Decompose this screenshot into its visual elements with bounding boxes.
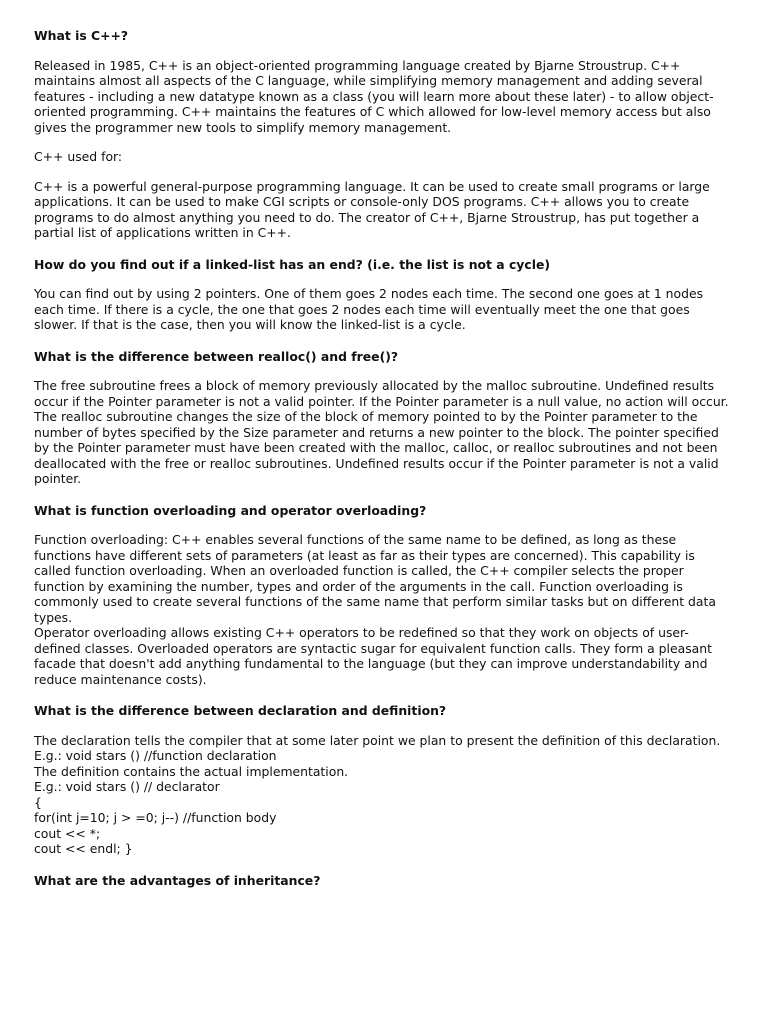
text-line: cout << endl; } xyxy=(34,841,133,856)
heading-linked-list-end: How do you find out if a linked-list has an end? (i.e. the list is not a cycle) xyxy=(34,256,551,272)
heading-overloading: What is function overloading and operator overloading? xyxy=(34,502,427,518)
paragraph-operator-overloading: Operator overloading allows existing C++ operators to be redefined so that they work on objects of user-defined classes. Overloaded operators are syntactic sugar for equivalent function calls. They form a pleasant facade that doesn't add anything fundamental to the language (but they can improve understandability and reduce maintenance costs). xyxy=(34,625,712,687)
paragraph-cpp-used-for: C++ used for: xyxy=(34,149,123,164)
text-line: { xyxy=(34,794,42,810)
heading-declaration-definition: What is the difference between declaration and definition? xyxy=(34,703,447,718)
heading-inheritance-advantages: What are the advantages of inheritance? xyxy=(34,872,321,888)
paragraph-linked-list-answer: You can find out by using 2 pointers. One of them goes 2 nodes each time. The second one goes at 1 nodes each time. If there is a cycle, the one that goes 2 nodes each time will eventually meet the one that goes slower. If that is the case, then you will know the linked-list is a cycle. xyxy=(34,286,704,332)
paragraph-cpp-uses: C++ is a powerful general-purpose programming language. It can be used to create small programs or large applications. It can be used to make CGI scripts or console-only DOS programs. C++ allows you to create programs to do almost anything you need to do. The creator of C++, Bjarne Stroustrup, has put together a partial list of applications written in C++. xyxy=(34,178,710,240)
paragraph-declaration-answer: The declaration tells the compiler that at some later point we plan to present the definition of this declaration. xyxy=(34,732,721,748)
paragraph-realloc-free-answer: The free subroutine frees a block of memory previously allocated by the malloc subroutine. Undefined results occur if the Pointer parameter is not a valid pointer. If the Pointer parameter is a null value, no action will occur. The realloc subroutine changes the size of the block of memory pointed to by the Pointer parameter to the number of bytes specified by the Size parameter and returns a new pointer to the block. The pointer specified by the Pointer parameter must have been created with the malloc, calloc, or realloc subroutines and not been deallocated with the free or realloc subroutines. Undefined results occur if the Pointer parameter is not a valid pointer. xyxy=(34,378,729,486)
text-line: cout << *; xyxy=(34,825,101,841)
text-line: E.g.: void stars () //function declaration xyxy=(34,748,277,763)
text-line: The definition contains the actual implementation. xyxy=(34,763,349,779)
text-line: E.g.: void stars () // declarator xyxy=(34,779,220,794)
heading-what-is-cpp: What is C++? xyxy=(34,28,129,43)
paragraph-cpp-intro: Released in 1985, C++ is an object-oriented programming language created by Bjarne Stroustrup. C++ maintains almost all aspects of the C language, while simplifying memory management and adding several features - including a new datatype known as a class (you will learn more about these later) - to allow object-oriented programming. C++ maintains the features of C which allowed for low-level memory access but also gives the programmer new tools to simplify memory management. xyxy=(34,57,714,135)
paragraph-function-overloading: Function overloading: C++ enables several functions of the same name to be defined, as long as these functions have different sets of parameters (at least as far as their types are concerned). This capability is called function overloading. When an overloaded function is called, the C++ compiler selects the proper function by examining the number, types and order of the arguments in the call. Function overloading is commonly used to create several functions of the same name that perform similar tasks but on different data types. xyxy=(34,532,716,625)
heading-realloc-free: What is the difference between realloc() and free()? xyxy=(34,348,399,364)
text-line: for(int j=10; j > =0; j--) //function body xyxy=(34,810,277,825)
